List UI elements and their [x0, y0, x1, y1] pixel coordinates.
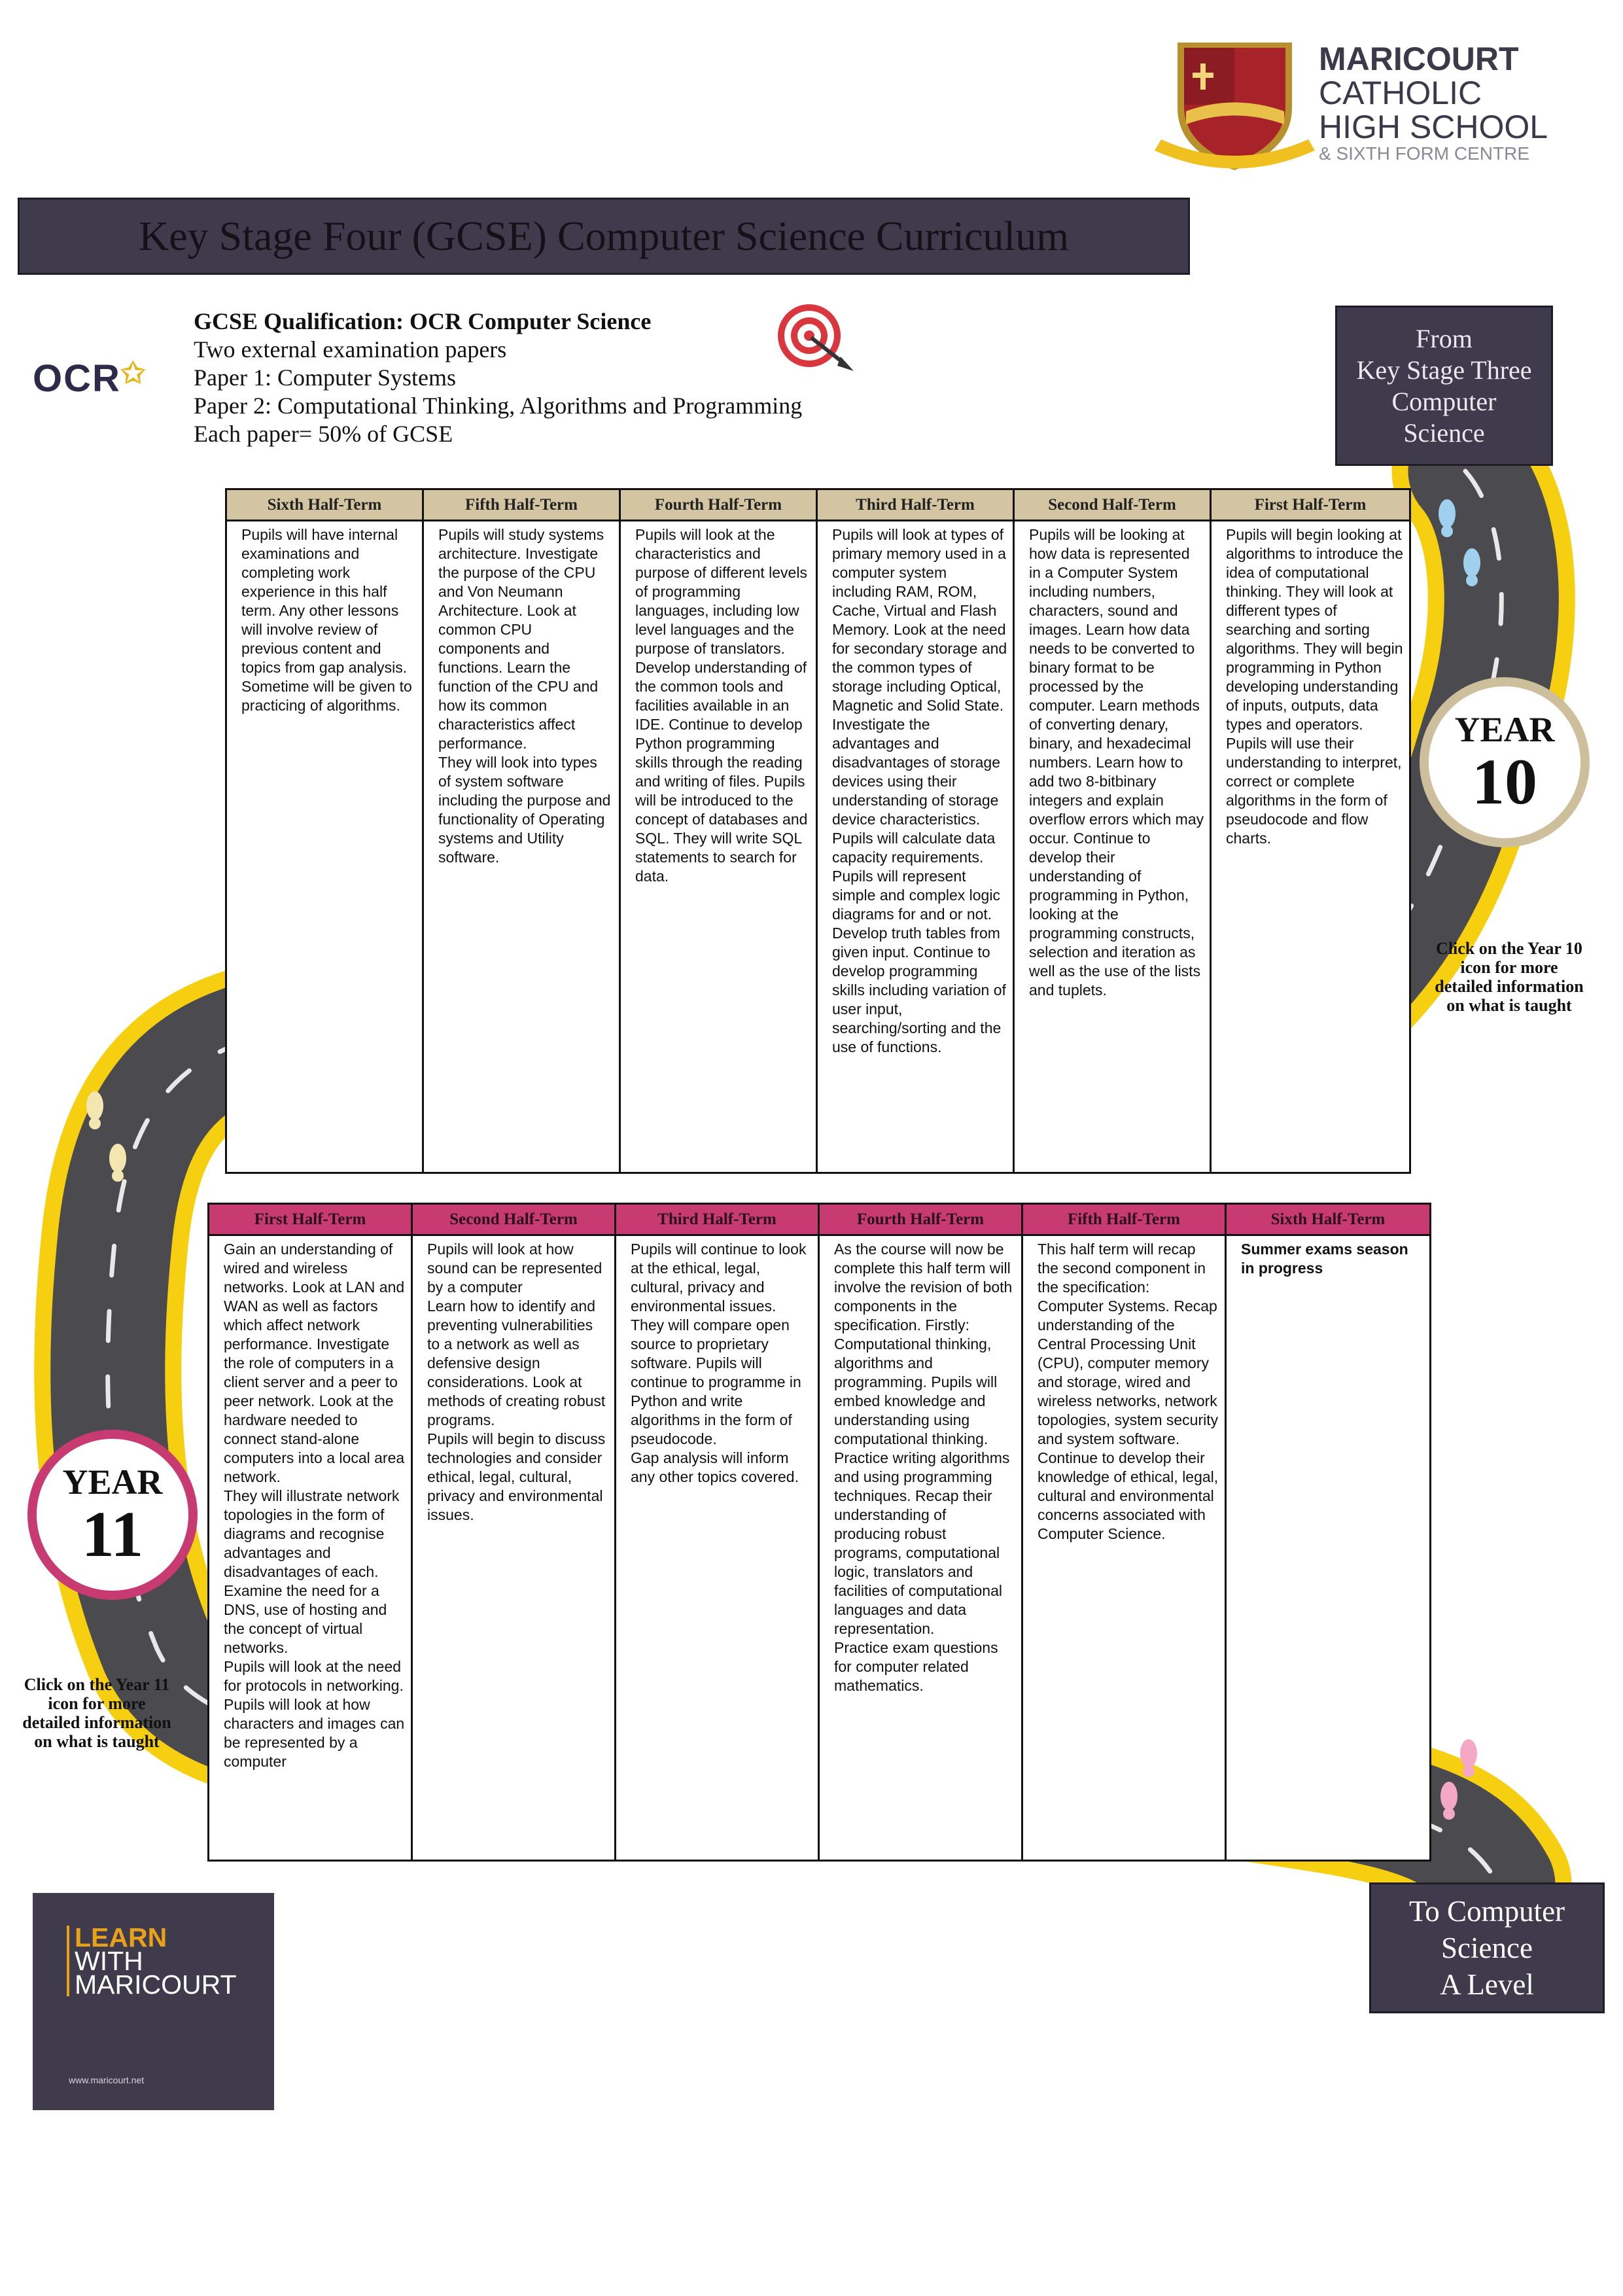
column-header: Fourth Half-Term	[620, 489, 817, 521]
column-header: Third Half-Term	[817, 489, 1014, 521]
qualification-info	[194, 308, 802, 448]
term-content: Summer exams season in progress	[1226, 1235, 1431, 1861]
term-content: Pupils will look at the characteristics and purpose of different levels of programming languages, including low level languages and the purpose of translators. Develop understanding of the common tools and facilities available in an IDE. Continue to develop Python programming skills through the reading and writing of files. Pupils will be introduced to the concept of databases and SQL. They will write SQL statements to search for data.	[620, 521, 817, 1173]
qualification-title: GCSE Qualification: OCR Computer Science	[194, 308, 652, 334]
school-name	[1319, 42, 1548, 164]
column-header: Sixth Half-Term	[226, 489, 423, 521]
target-icon	[775, 298, 857, 373]
column-header: Sixth Half-Term	[1226, 1204, 1431, 1235]
year11-badge[interactable]	[27, 1430, 198, 1600]
term-content: Pupils will be looking at how data is represented in a Computer System including numbers, characters, sound and images. Learn how data needs to be converted to binary format to be processed by the computer. Learn methods of converting denary, binary, and hexadecimal numbers. Learn how to add two 8-bitbinary integers and explain overflow errors which may occur. Continue to develop their understanding of programming in Python, looking at the programming constructs, selection and iteration as well as the use of the lists and tuplets.	[1014, 521, 1211, 1173]
term-content: Pupils will look at how sound can be represented by a computer Learn how to identify and preventing vulnerabilities to a network as well as defensive design considerations. Look at methods of creating robust programs. Pupils will begin to discuss technologies and consider ethical, legal, cultural, privacy and environmental issues.	[412, 1235, 616, 1861]
term-content: Pupils will begin looking at algorithms to introduce the idea of computational thinking. They will look at different types of searching and sorting algorithms. They will begin programming in Python developing understanding of inputs, outputs, data types and operators. Pupils will use their understanding to interpret, correct or complete algorithms in the form of pseudocode and flow charts.	[1211, 521, 1410, 1173]
from-box-line: Computer	[1391, 386, 1497, 416]
website-url: www.maricourt.net	[69, 2075, 145, 2085]
from-ks3-box[interactable]	[1335, 306, 1553, 466]
ocr-logo: OCR✩	[33, 357, 147, 400]
badge-label: YEAR	[62, 1462, 163, 1502]
learn-line: LEARN	[75, 1922, 167, 1952]
table-row	[226, 521, 1410, 1173]
crest-icon	[1155, 36, 1315, 177]
column-header: Fifth Half-Term	[423, 489, 620, 521]
column-header: Third Half-Term	[616, 1204, 819, 1235]
to-box-line: A Level	[1440, 1968, 1534, 2001]
column-header: Second Half-Term	[412, 1204, 616, 1235]
term-content: As the course will now be complete this half term will involve the revision of both components in the specification. Firstly: Computational thinking, algorithms and programming. Pupils will embed knowledge and understanding using computational thinking. Practice writing algorithms and using programming techniques. Recap their understanding of producing robust programs, computational logic, translators and facilities of computational languages and data representation. Practice exam questions for computer related mathematics.	[819, 1235, 1022, 1861]
from-box-line: Key Stage Three	[1356, 355, 1532, 385]
badge-number: 11	[81, 1498, 144, 1570]
column-header: Fourth Half-Term	[819, 1204, 1022, 1235]
year11-note: Click on the Year 11 icon for more detailed information on what is taught	[22, 1675, 171, 1751]
page-title: Key Stage Four (GCSE) Computer Science Curriculum	[139, 213, 1069, 259]
to-a-level-box[interactable]	[1369, 1882, 1605, 2013]
badge-number: 10	[1472, 745, 1537, 818]
from-box-line: From	[1416, 323, 1473, 353]
school-crest	[1155, 36, 1315, 177]
to-box-line: To Computer	[1408, 1895, 1565, 1928]
term-content: This half term will recap the second component in the specification: Computer Systems. Recap understanding of the Central Processing Unit (CPU), computer memory and storage, wired and wireless networks, network topologies, system security and system software. Continue to develop their knowledge of ethical, legal, cultural and environmental concerns associated with Computer Science.	[1022, 1235, 1226, 1861]
column-header: First Half-Term	[209, 1204, 412, 1235]
term-content: Pupils will have internal examinations and completing work experience in this half term. Any other lessons will involve review of previous content and topics from gap analysis. Sometime will be given to practicing of algorithms.	[226, 521, 423, 1173]
column-header: First Half-Term	[1211, 489, 1410, 521]
year10-badge[interactable]	[1420, 677, 1590, 847]
school-name-line4: & SIXTH FORM CENTRE	[1319, 143, 1530, 164]
table-row	[209, 1235, 1431, 1861]
school-name-line2: CATHOLIC	[1319, 75, 1482, 111]
page-title-box	[18, 198, 1190, 275]
learn-line: MARICOURT	[75, 1969, 237, 2000]
school-name-line1: MARICOURT	[1319, 41, 1519, 77]
qualification-line: Each paper= 50% of GCSE	[194, 421, 453, 447]
year11-curriculum-table	[207, 1203, 1431, 1862]
to-box-line: Science	[1441, 1932, 1533, 1964]
term-content: Pupils will study systems architecture. Investigate the purpose of the CPU and Von Neumann Architecture. Look at common CPU components and functions. Learn the function of the CPU and how its common characteristics affect performance. They will look into types of system software including the purpose and functionality of Operating systems and Utility software.	[423, 521, 620, 1173]
from-box-line: Science	[1403, 417, 1485, 448]
column-header: Second Half-Term	[1014, 489, 1211, 521]
term-content: Pupils will continue to look at the ethical, legal, cultural, privacy and environmental issues. They will compare open source to proprietary software. Pupils will continue to programme in Python and write algorithms in the form of pseudocode. Gap analysis will inform any other topics covered.	[616, 1235, 819, 1861]
table-header-row	[226, 489, 1410, 521]
year10-curriculum-table	[225, 488, 1411, 1174]
table-header-row	[209, 1204, 1431, 1235]
term-content: Gain an understanding of wired and wireless networks. Look at LAN and WAN as well as factors which affect network performance. Investigate the role of computers in a client server and a peer to peer network. Look at the hardware needed to connect stand-alone computers into a local area network. They will illustrate network topologies in the form of diagrams and recognise advantages and disadvantages of each. Examine the need for a DNS, use of hosting and the concept of virtual networks. Pupils will look at the need for protocols in networking. Pupils will look at how characters and images can be represented by a computer	[209, 1235, 412, 1861]
learn-with-maricourt-logo	[33, 1893, 274, 2110]
qualification-line: Paper 2: Computational Thinking, Algorithms and Programming	[194, 393, 803, 419]
badge-label: YEAR	[1454, 710, 1555, 749]
year10-note: Click on the Year 10 icon for more detailed information on what is taught	[1435, 939, 1584, 1015]
qualification-line: Paper 1: Computer Systems	[194, 364, 456, 391]
learn-logo-text	[67, 1922, 237, 2000]
learn-line: WITH	[75, 1946, 143, 1976]
school-name-line3: HIGH SCHOOL	[1319, 109, 1548, 145]
term-content: Pupils will look at types of primary memory used in a computer system including RAM, ROM, Cache, Virtual and Flash Memory. Look at the need for secondary storage and the common types of storage including Optical, Magnetic and Solid State. Investigate the advantages and disadvantages of storage devices using their understanding of storage device characteristics. Pupils will calculate data capacity requirements. Pupils will represent simple and complex logic diagrams for and or not. Develop truth tables from given input. Continue to develop programming skills including variation of user input, searching/sorting and the use of functions.	[817, 521, 1014, 1173]
column-header: Fifth Half-Term	[1022, 1204, 1226, 1235]
qualification-line: Two external examination papers	[194, 336, 507, 362]
